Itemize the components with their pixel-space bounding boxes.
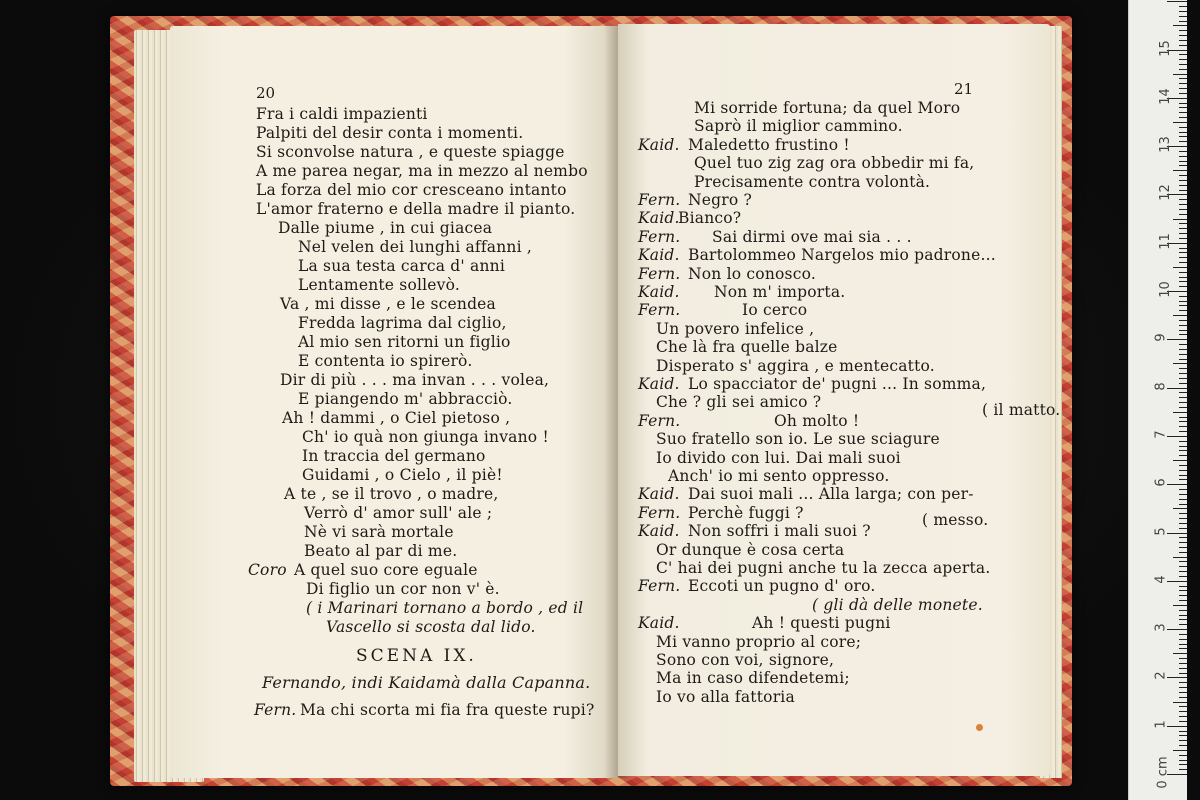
ruler-tick [1179,740,1187,741]
ruler-tick [1179,112,1187,113]
ruler-tick [1167,484,1187,485]
ruler-number: 1 [1153,720,1169,729]
ruler-tick [1179,21,1187,22]
speaker-label: Kaid. [638,522,680,541]
speaker-label: Fern. [638,301,681,320]
ruler-tick [1179,658,1187,659]
ruler-tick [1179,431,1187,432]
speaker-label: Fern. [638,503,681,522]
verse-line: In traccia del germano [302,447,486,465]
ruler-tick [1179,165,1187,166]
ruler-tick [1179,180,1187,181]
dialogue-line: C' hai dei pugni anche tu la zecca aperta. [656,559,991,577]
ruler-number: 6 [1153,478,1169,487]
ruler-tick [1179,175,1187,176]
verse-line: Di figlio un cor non v' è. [306,580,500,598]
ruler-tick [1179,523,1187,524]
ruler-tick [1179,59,1187,60]
dialogue-line: Sono con voi, signore, [656,651,835,669]
ruler-tick [1179,682,1187,683]
stage-direction: ( il matto. [982,401,1061,419]
ruler-tick [1179,489,1187,490]
dialogue-line: Ah ! questi pugni [752,614,891,633]
ruler-tick [1179,272,1187,273]
ruler-tick [1179,296,1187,297]
ruler-tick [1179,69,1187,70]
ruler-tick [1179,93,1187,94]
verse-line: Nel velen dei lunghi affanni , [298,238,533,256]
ruler-tick [1179,373,1187,374]
page-number-right: 21 [954,80,974,98]
ruler-tick [1179,518,1187,519]
scene-title: SCENA IX. [356,646,477,666]
ruler-tick [1179,127,1187,128]
dialogue-line: Anch' io mi sento oppresso. [668,467,890,485]
speaker-label: Kaid. [638,375,680,393]
ruler-number: 7 [1153,430,1169,439]
dialogue-line: Non m' importa. [714,283,846,301]
ruler-tick [1179,397,1187,398]
verse-line: E piangendo m' abbracciò. [298,390,513,408]
page-number-left: 20 [256,84,276,102]
ruler-tick [1179,132,1187,133]
ruler-tick [1179,716,1187,717]
ruler-tick [1179,54,1187,55]
ruler-tick [1179,663,1187,664]
ruler-tick [1179,305,1187,306]
verse-line: Si sconvolse natura , e queste spiagge [256,143,565,161]
speaker-label: Fern. [638,577,681,596]
ruler-tick [1173,460,1187,461]
ruler-tick [1179,334,1187,335]
left-page [170,26,618,778]
ruler-number: 9 [1153,333,1169,342]
ruler-tick [1179,204,1187,205]
ruler-tick [1179,504,1187,505]
ruler-tick [1179,78,1187,79]
ruler-tick [1173,557,1187,558]
verse-line: La forza del mio cor cresceano intanto [256,181,567,199]
ruler-tick [1173,122,1187,123]
speaker-label: Fern. [638,191,681,209]
dialogue-line: Bianco? [678,209,742,228]
ruler-tick [1179,639,1187,640]
verse-line: La sua testa carca d' anni [298,257,505,275]
dialogue-line: Precisamente contra volontà. [694,172,931,191]
ruler-tick [1179,40,1187,41]
verse-line: Guidami , o Cielo , il piè! [302,466,503,484]
ruler-tick [1179,223,1187,224]
speaker-label: Fern. [638,227,681,246]
ruler-tick [1173,508,1187,509]
ruler-tick [1179,450,1187,451]
verse-line: A me parea negar, ma in mezzo al nembo [256,162,588,180]
ruler-tick [1179,136,1187,137]
ruler-tick [1173,702,1187,703]
ruler-tick [1179,16,1187,17]
ruler-tick [1179,83,1187,84]
ruler-tick [1179,233,1187,234]
ruler-tick [1173,412,1187,413]
ruler-tick [1179,479,1187,480]
dialogue-line: Saprò il miglior cammino. [694,117,903,136]
speaker-label: Kaid. [638,246,680,265]
dialogue-line: Disperato s' aggira , e mentecatto. [656,356,935,375]
ruler-tick [1179,760,1187,761]
ruler-tick [1179,624,1187,625]
ruler-tick [1179,566,1187,567]
ruler-tick [1179,692,1187,693]
ruler-tick [1179,107,1187,108]
ruler-tick [1179,330,1187,331]
ruler-tick [1179,644,1187,645]
ruler-tick [1167,533,1187,534]
dialogue-line: Perchè fuggi ? [688,503,804,522]
ruler-tick [1179,378,1187,379]
ruler-number: 5 [1153,526,1169,536]
ruler-tick [1179,610,1187,611]
verse-line: A te , se il trovo , o madre, [284,485,499,503]
ruler-tick [1179,619,1187,620]
dialogue-line: ( gli dà delle monete. [812,595,983,614]
ruler-tick [1179,706,1187,707]
ruler-tick [1179,141,1187,142]
verse-line: Verrò d' amor sull' ale ; [304,504,493,522]
ruler-tick [1179,446,1187,447]
ruler-tick [1179,248,1187,249]
ruler-tick [1179,586,1187,587]
ruler-number: 0 cm [1155,756,1171,789]
ruler-tick [1179,281,1187,282]
ruler-tick [1179,320,1187,321]
speaker-label: Kaid. [638,135,680,154]
ruler-tick [1179,687,1187,688]
dialogue-line: Dai suoi mali ... Alla larga; con per- [688,485,974,504]
dialogue-line: Quel tuo zig zag ora obbedir mi fa, [694,154,975,173]
verse-line: Ch' io quà non giunga invano ! [302,428,549,446]
dialogue-line: Non soffri i mali suoi ? [688,522,871,541]
verse-line: Dalle piume , in cui giacea [278,219,493,237]
ruler-tick [1179,6,1187,7]
ruler-tick [1179,465,1187,466]
ruler-tick [1179,214,1187,215]
ruler-tick [1179,407,1187,408]
ruler-tick [1179,161,1187,162]
ruler-tick [1179,745,1187,746]
ruler-tick [1179,668,1187,669]
ruler-tick [1179,697,1187,698]
ruler-tick [1179,257,1187,258]
ruler-tick [1179,209,1187,210]
ruler-tick [1179,349,1187,350]
ruler-tick [1179,344,1187,345]
dialogue-line: Sai dirmi ove mai sia . . . [712,227,912,246]
ruler-number: 3 [1153,623,1169,632]
dialogue-line: Che là fra quelle balze [656,338,838,357]
right-page [618,24,1061,776]
speaker-fern: Fern. [254,701,297,719]
ruler-tick [1173,219,1187,220]
ruler-tick [1179,561,1187,562]
ruler-tick [1179,252,1187,253]
ruler-tick [1179,286,1187,287]
ruler-tick [1173,750,1187,751]
ruler-tick [1179,547,1187,548]
ruler-tick [1167,1,1187,2]
ruler-tick [1173,170,1187,171]
ruler-tick [1179,426,1187,427]
ruler-number: 13 [1157,136,1173,153]
dialogue-line: Maledetto frustino ! [688,135,850,154]
ruler-tick [1179,185,1187,186]
ruler-tick [1179,731,1187,732]
ruler-tick [1179,30,1187,31]
speaker-label: Fern. [638,264,681,283]
dialogue-line: Non lo conosco. [688,264,816,283]
ruler-tick [1179,615,1187,616]
dialogue-line: Negro ? [688,191,753,209]
ruler-tick [1179,571,1187,572]
ruler-tick [1179,528,1187,529]
ruler-tick [1173,363,1187,364]
verse-line: Dir di più . . . ma invan . . . volea, [280,371,550,389]
ruler-tick [1179,513,1187,514]
ruler-tick [1179,45,1187,46]
ruler-tick [1179,238,1187,239]
ruler-tick [1179,11,1187,12]
dialogue-line: Mi vanno proprio al core; [656,632,862,651]
verse-line: Lentamente sollevò. [298,276,461,294]
stage-direction: Vascello si scosta dal lido. [326,618,536,636]
ruler-tick [1167,629,1187,630]
ruler-tick [1179,455,1187,456]
verse-line: Fredda lagrima dal ciglio, [298,314,507,332]
verse-line: Ah ! dammi , o Ciel pietoso , [282,409,511,427]
ruler-tick [1179,262,1187,263]
scene-subtitle: Fernando, indi Kaidamà dalla Capanna. [262,673,591,692]
verse-line: E contenta io spirerò. [298,352,473,370]
ruler-tick [1179,576,1187,577]
speaker-label: Kaid. [638,485,680,504]
dialogue-line: Eccoti un pugno d' oro. [688,577,876,596]
speaker-coro: Coro [248,561,287,579]
dialogue-line: Mi sorride fortuna; da quel Moro [694,99,961,117]
ruler-tick [1179,64,1187,65]
ruler-number: 8 [1153,381,1169,391]
ruler-tick [1179,190,1187,191]
speaker-label: Kaid. [638,614,680,633]
ruler-tick [1179,590,1187,591]
paper-stain [976,724,983,731]
ruler-tick [1173,25,1187,26]
ruler-tick [1179,421,1187,422]
ruler-tick [1179,711,1187,712]
ruler-number: 15 [1157,39,1173,57]
ruler-tick [1179,441,1187,442]
ruler-tick [1179,600,1187,601]
ruler-tick [1167,339,1187,340]
ruler-tick [1179,301,1187,302]
ruler-number: 12 [1157,184,1173,202]
ruler-tick [1179,755,1187,756]
ruler-tick [1179,310,1187,311]
ruler-tick [1179,499,1187,500]
ruler-tick [1173,74,1187,75]
speaker-label: Kaid. [638,209,680,228]
ruler-number: 14 [1157,88,1173,105]
ruler-tick [1179,595,1187,596]
verse-line: Va , mi disse , e le scendea [280,295,497,313]
ruler-tick [1173,653,1187,654]
verse-line: L'amor fraterno e della madre il pianto. [256,200,576,218]
ruler-tick [1179,537,1187,538]
ruler-tick [1167,581,1187,582]
ruler-tick [1179,103,1187,104]
ruler-tick [1179,475,1187,476]
verse-line: Al mio sen ritorni un figlio [298,333,511,351]
ruler-tick [1179,735,1187,736]
speaker-label: Kaid. [638,283,680,301]
ruler-tick [1179,151,1187,152]
ruler-tick [1179,648,1187,649]
ruler-tick [1179,392,1187,393]
ruler-tick [1179,494,1187,495]
ruler-tick [1167,726,1187,727]
ruler-tick [1179,417,1187,418]
ruler-tick [1179,228,1187,229]
ruler-number: 11 [1157,232,1173,250]
ruler-tick [1179,721,1187,722]
dialogue-line: Lo spacciator de' pugni ... In somma, [688,375,987,393]
ruler-tick [1173,315,1187,316]
dialogue-line: Suo fratello son io. Le sue sciagure [656,430,940,449]
ruler-number: 10 [1157,281,1173,298]
ruler-tick [1179,634,1187,635]
dialogue-line: Un povero infelice , [656,319,815,338]
dialogue-line: Io cerco [742,301,808,320]
ruler-number: 4 [1153,575,1169,584]
ruler-tick [1179,383,1187,384]
dialogue-line: Io vo alla fattoria [656,687,795,706]
stage-direction: ( i Marinari tornano a bordo , ed il [306,599,584,617]
ruler-tick [1173,267,1187,268]
ruler-tick [1167,388,1187,389]
verse-line: A quel suo core eguale [294,561,478,579]
ruler-tick [1179,402,1187,403]
ruler-tick [1179,88,1187,89]
ruler-tick [1179,199,1187,200]
ruler-tick [1179,156,1187,157]
verse-line: Ma chi scorta mi fia fra queste rupi? [300,701,595,719]
verse-line: Palpiti del desir conta i momenti. [256,124,524,142]
ruler-tick [1179,552,1187,553]
dialogue-line: Io divido con lui. Dai mali suoi [656,448,901,467]
ruler-tick [1179,673,1187,674]
speaker-label: Fern. [638,411,681,430]
dialogue-line: Bartolommeo Nargelos mio padrone... [688,246,996,265]
ruler-tick [1179,368,1187,369]
ruler-tick [1179,35,1187,36]
dialogue-line: Oh molto ! [774,411,860,430]
verse-line: Nè vi sarà mortale [304,523,454,541]
ruler-tick [1167,436,1187,437]
ruler-tick [1173,605,1187,606]
ruler-tick [1179,117,1187,118]
measuring-ruler [1128,0,1187,800]
verse-line: Beato al par di me. [304,542,458,560]
ruler-tick [1179,359,1187,360]
ruler-tick [1167,677,1187,678]
dialogue-line: Or dunque è cosa certa [656,540,845,559]
ruler-tick [1179,325,1187,326]
ruler-number: 2 [1153,671,1169,681]
dialogue-line: Ma in caso difendetemi; [656,669,850,688]
stage-direction: ( messo. [922,511,989,529]
ruler-tick [1179,764,1187,765]
ruler-tick [1179,769,1187,770]
ruler-tick [1179,542,1187,543]
dialogue-line: Che ? gli sei amico ? [656,393,822,412]
ruler-tick [1179,470,1187,471]
ruler-tick [1179,277,1187,278]
ruler-tick [1179,354,1187,355]
verse-line: Fra i caldi impazienti [256,105,428,123]
